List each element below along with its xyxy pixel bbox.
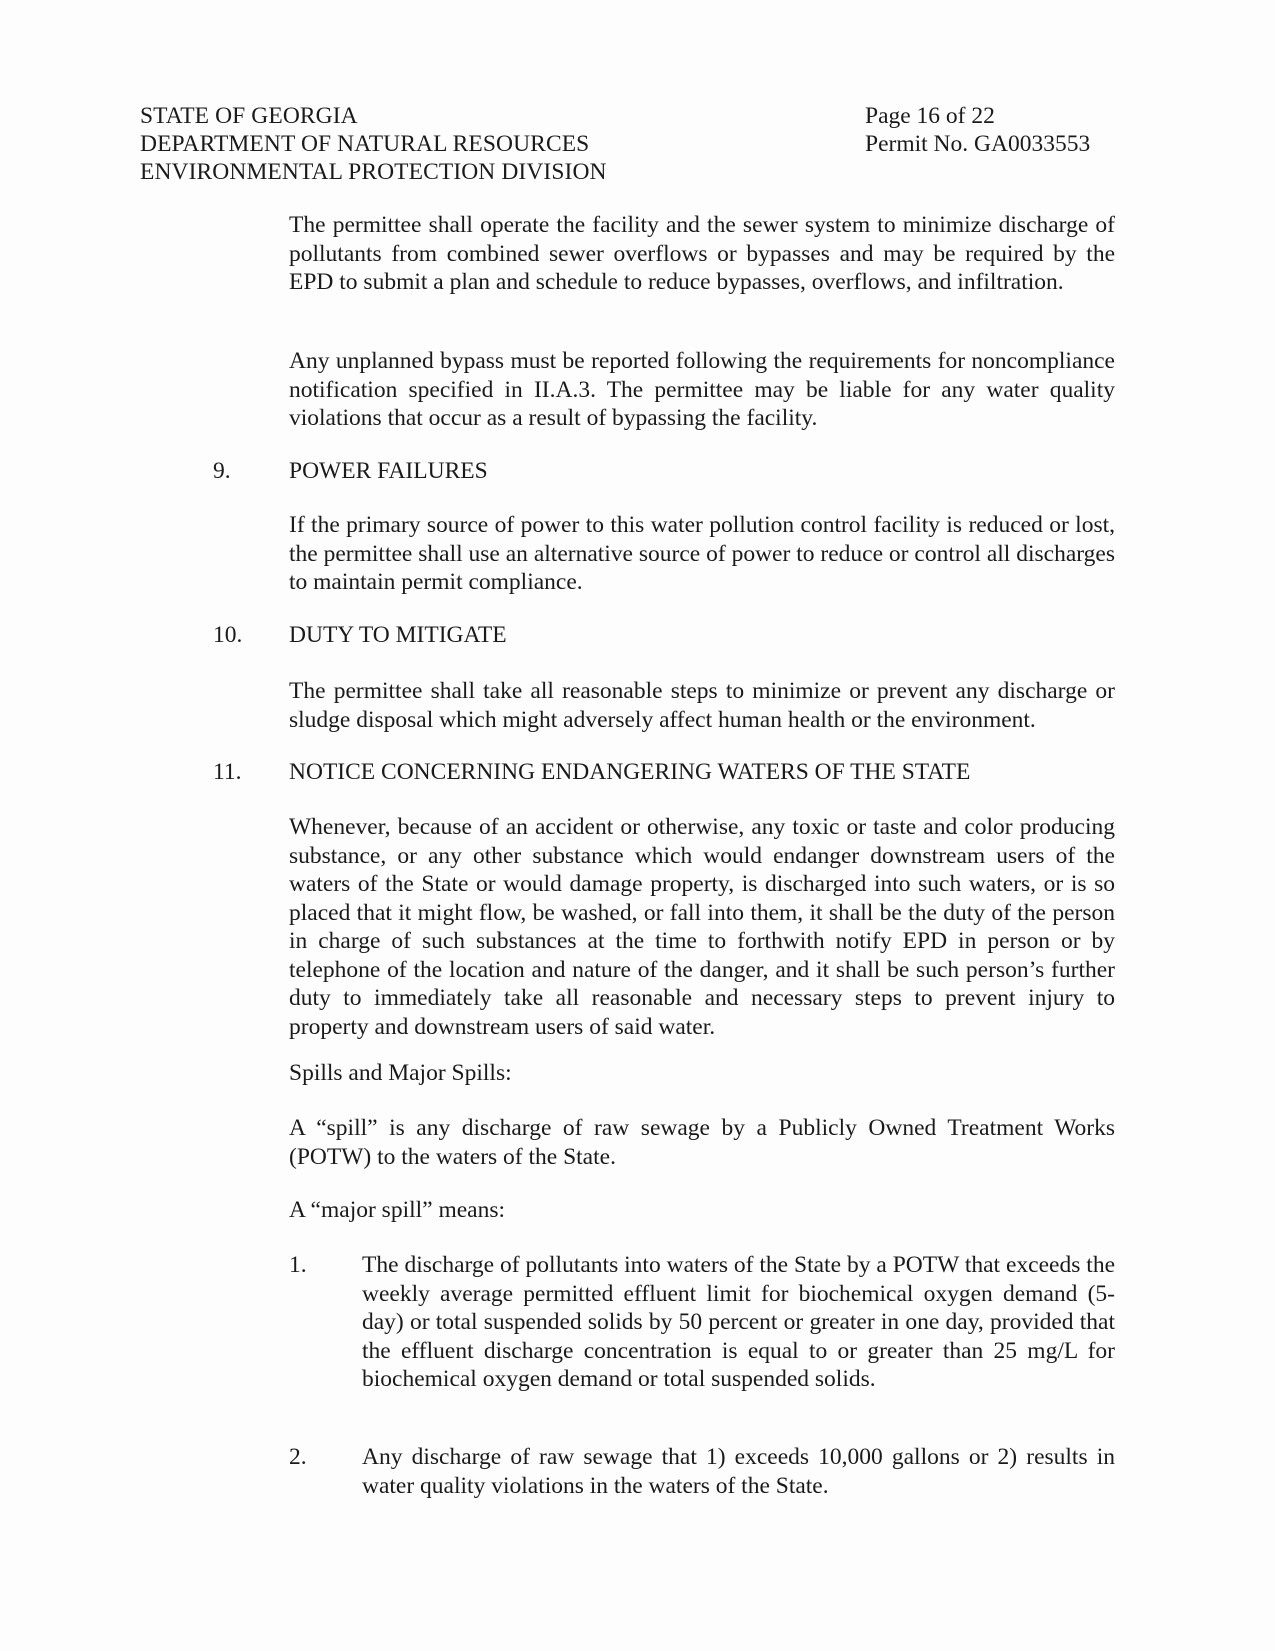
section-9-text: If the primary source of power to this water pollution control facility is reduced or lost, the permittee shall use an alternative source of power to reduce or control all discharges to maintain permit compliance. [289, 512, 1115, 595]
list-item-text: Any discharge of raw sewage that 1) exceeds 10,000 gallons or 2) results in water quality violations in the waters of the State. [362, 1444, 1115, 1499]
bypass-paragraph-2: Any unplanned bypass must be reported following the requirements for noncompliance notification specified in II.A.3. The permittee may be liable for any water quality violations that occur as a result of bypassing the facility. [289, 348, 1115, 431]
section-11-title: NOTICE CONCERNING ENDANGERING WATERS OF THE STATE [289, 759, 971, 785]
section-10-title: DUTY TO MITIGATE [289, 622, 507, 648]
permit-number: Permit No. GA0033553 [865, 131, 1091, 157]
section-11-number: 11. [213, 759, 242, 785]
major-spill-intro: A “major spill” means: [289, 1197, 506, 1223]
list-item-number: 2. [289, 1444, 307, 1470]
section-10-number: 10. [213, 622, 243, 648]
agency-division: ENVIRONMENTAL PROTECTION DIVISION [140, 159, 607, 185]
bypass-paragraph-1: The permittee shall operate the facility and the sewer system to minimize discharge of pollutants from combined sewer overflows or bypasses and may be required by the EPD to submit a plan and schedule to reduce bypasses, overflows, and infiltration. [289, 212, 1115, 295]
section-11-text: Whenever, because of an accident or otherwise, any toxic or taste and color producing substance, or any other substance which would endanger downstream users of the waters of the State or would damage property, is discharged into such waters, or is so placed that it might flow, be washed, or fall into them, it shall be the duty of the person in charge of such substances at the time to forthwith notify EPD in person or by telephone of the location and nature of the danger, and it shall be such person’s further duty to immediately take all reasonable and necessary steps to prevent injury to property and downstream users of said water. [289, 814, 1115, 1040]
section-9-number: 9. [213, 458, 231, 484]
agency-header [140, 102, 607, 186]
page-number: Page 16 of 22 [865, 103, 995, 129]
page-info [865, 102, 1090, 158]
spill-definition: A “spill” is any discharge of raw sewage by a Publicly Owned Treatment Works (POTW) to the waters of the State. [289, 1115, 1115, 1170]
section-9-title: POWER FAILURES [289, 458, 488, 484]
spills-heading: Spills and Major Spills: [289, 1060, 512, 1086]
agency-department: DEPARTMENT OF NATURAL RESOURCES [140, 131, 590, 157]
list-item-text: The discharge of pollutants into waters of the State by a POTW that exceeds the weekly average permitted effluent limit for biochemical oxygen demand (5-day) or total suspended solids by 50 percent or greater in one day, provided that the effluent discharge concentration is equal to or greater than 25 mg/L for biochemical oxygen demand or total suspended solids. [362, 1252, 1115, 1392]
agency-state: STATE OF GEORGIA [140, 103, 358, 129]
section-10-text: The permittee shall take all reasonable steps to minimize or prevent any discharge or sludge disposal which might adversely affect human health or the environment. [289, 678, 1115, 733]
list-item-number: 1. [289, 1252, 307, 1278]
